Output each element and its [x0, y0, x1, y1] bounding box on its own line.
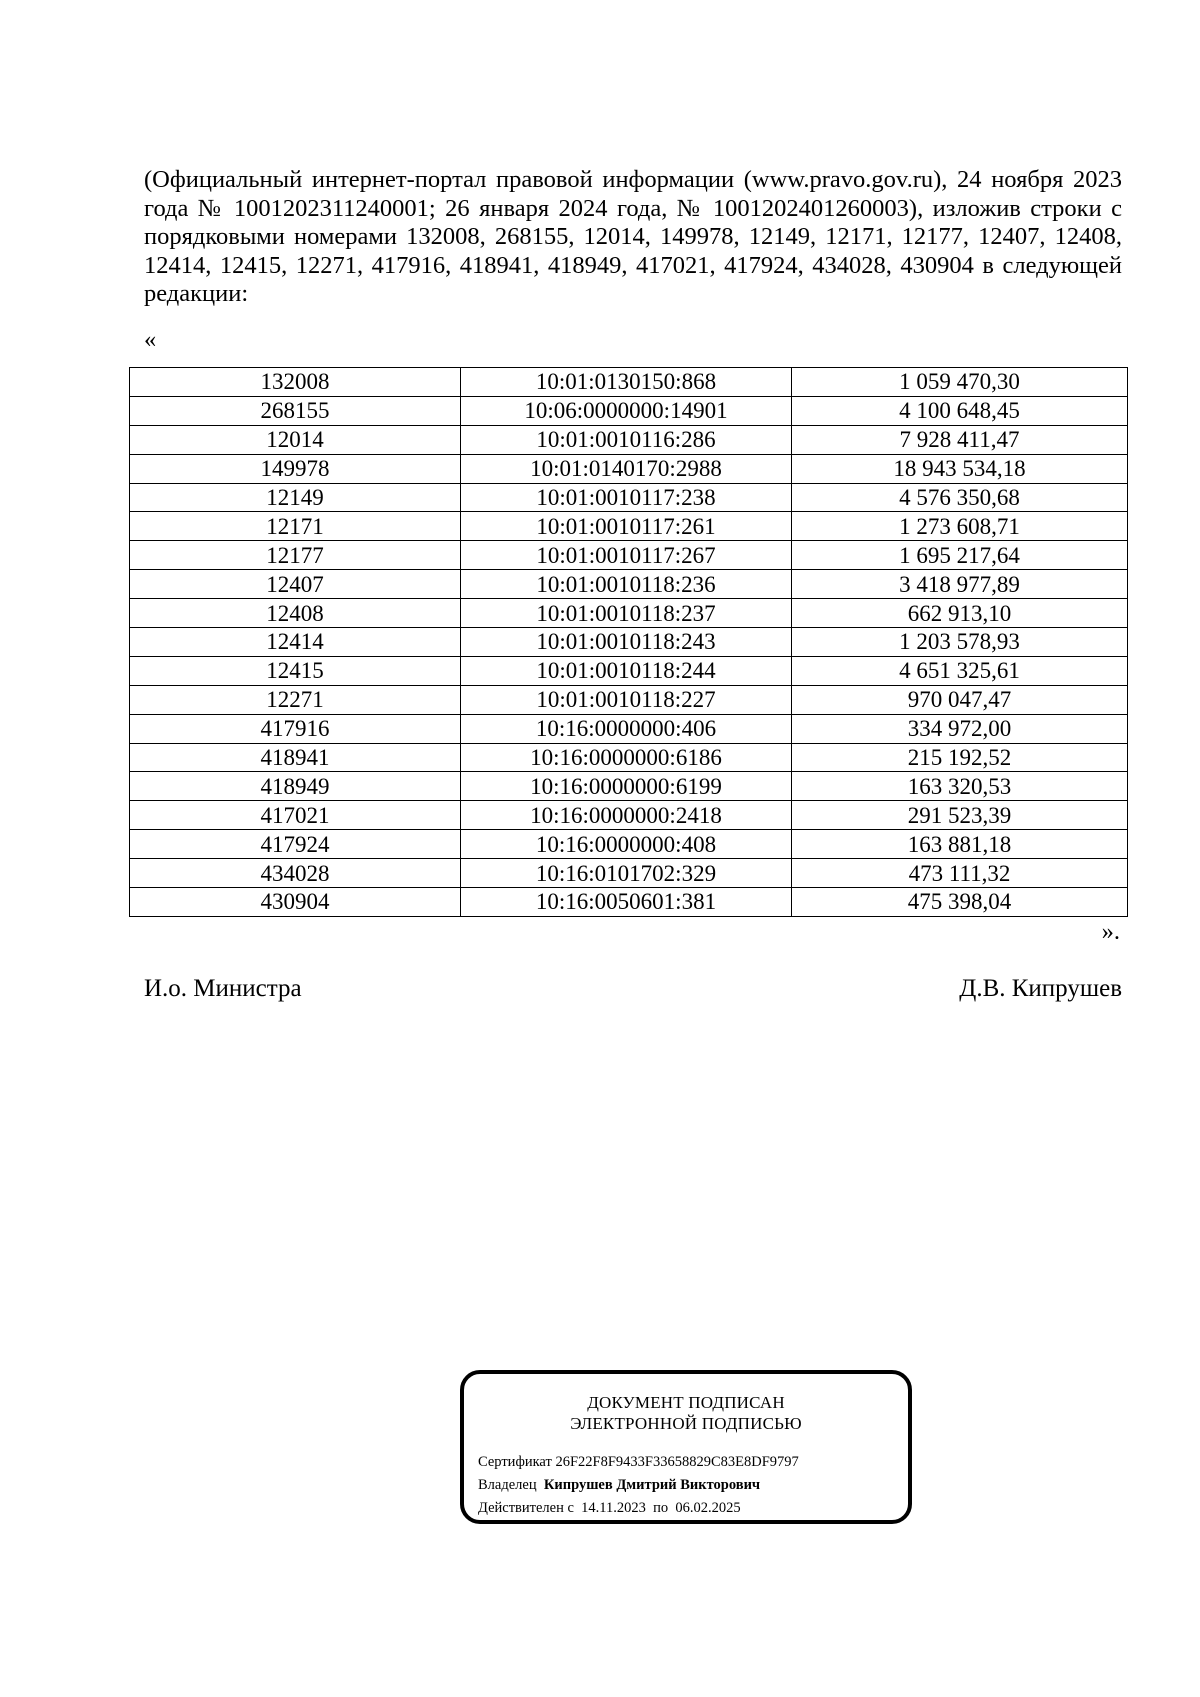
row-number-cell: 12014 [130, 425, 461, 454]
table-row [130, 714, 1128, 743]
table-row [130, 801, 1128, 830]
cadastral-value-cell: 7 928 411,47 [792, 425, 1128, 454]
table-row [130, 483, 1128, 512]
cadastral-number-cell: 10:16:0000000:6186 [461, 743, 792, 772]
stamp-owner-line [478, 1474, 908, 1497]
stamp-heading-line-2: ЭЛЕКТРОННОЙ ПОДПИСЬЮ [570, 1414, 802, 1433]
cadastral-number-cell: 10:16:0000000:2418 [461, 801, 792, 830]
stamp-heading-line-1: ДОКУМЕНТ ПОДПИСАН [587, 1393, 785, 1412]
cadastral-number-cell: 10:16:0050601:381 [461, 888, 792, 917]
row-number-cell: 417916 [130, 714, 461, 743]
stamp-details [464, 1451, 908, 1520]
cadastral-value-cell: 662 913,10 [792, 599, 1128, 628]
table-row [130, 772, 1128, 801]
cadastral-number-cell: 10:01:0010117:238 [461, 483, 792, 512]
cadastral-number-cell: 10:01:0010118:244 [461, 656, 792, 685]
cadastral-number-cell: 10:06:0000000:14901 [461, 396, 792, 425]
cadastral-value-cell: 475 398,04 [792, 888, 1128, 917]
cadastral-value-cell: 215 192,52 [792, 743, 1128, 772]
row-number-cell: 132008 [130, 368, 461, 397]
table-row [130, 888, 1128, 917]
cadastral-number-cell: 10:01:0010117:267 [461, 541, 792, 570]
cadastral-value-cell: 1 695 217,64 [792, 541, 1128, 570]
cadastral-value-cell: 163 881,18 [792, 830, 1128, 859]
row-number-cell: 12415 [130, 656, 461, 685]
row-number-cell: 12271 [130, 685, 461, 714]
stamp-valid-from-label: с [567, 1500, 574, 1516]
table-row [130, 512, 1128, 541]
stamp-valid-label: Действителен [478, 1500, 564, 1516]
stamp-certificate-value: 26F22F8F9433F33658829C83E8DF9797 [555, 1454, 799, 1470]
cadastral-number-cell: 10:01:0010117:261 [461, 512, 792, 541]
table-row [130, 454, 1128, 483]
row-number-cell: 434028 [130, 859, 461, 888]
table-row [130, 425, 1128, 454]
cadastral-value-cell: 4 100 648,45 [792, 396, 1128, 425]
stamp-valid-to-label: по [653, 1500, 669, 1516]
cadastral-value-table [129, 367, 1128, 917]
cadastral-number-cell: 10:01:0130150:868 [461, 368, 792, 397]
row-number-cell: 12177 [130, 541, 461, 570]
cadastral-number-cell: 10:01:0010118:236 [461, 570, 792, 599]
row-number-cell: 12414 [130, 628, 461, 657]
table-row [130, 743, 1128, 772]
signatory-name: Д.В. Кипрушев [959, 975, 1122, 1002]
close-quote: ». [1101, 918, 1120, 945]
intro-paragraph: (Официальный интернет-портал правовой информации (www.pravo.gov.ru), 24 ноября 2023 года № 1001202311240001; 26 января 2024 года, № 1001202401260003), изложив строки с порядковыми номерами 132008, 268155, 12014, 149978, 12149, 12171, 12177, 12407, 12408, 12414, 12415, 12271, 417916, 418941, 418949, 417021, 417924, 434028, 430904 в следующей редакции: [144, 166, 1122, 307]
cadastral-number-cell: 10:16:0101702:329 [461, 859, 792, 888]
cadastral-number-cell: 10:16:0000000:408 [461, 830, 792, 859]
row-number-cell: 12407 [130, 570, 461, 599]
table-row [130, 656, 1128, 685]
signatory-title: И.о. Министра [144, 975, 302, 1002]
cadastral-value-cell: 473 111,32 [792, 859, 1128, 888]
cadastral-value-cell: 163 320,53 [792, 772, 1128, 801]
cadastral-value-cell: 334 972,00 [792, 714, 1128, 743]
cadastral-number-cell: 10:01:0010118:243 [461, 628, 792, 657]
row-number-cell: 430904 [130, 888, 461, 917]
cadastral-value-cell: 970 047,47 [792, 685, 1128, 714]
row-number-cell: 268155 [130, 396, 461, 425]
electronic-signature-stamp [460, 1370, 912, 1524]
row-number-cell: 149978 [130, 454, 461, 483]
cadastral-number-cell: 10:16:0000000:406 [461, 714, 792, 743]
stamp-owner-label: Владелец [478, 1477, 537, 1493]
row-number-cell: 12171 [130, 512, 461, 541]
stamp-validity-line [478, 1497, 908, 1520]
cadastral-value-cell: 4 576 350,68 [792, 483, 1128, 512]
table-row [130, 570, 1128, 599]
stamp-certificate-label: Сертификат [478, 1454, 552, 1470]
cadastral-number-cell: 10:01:0010118:237 [461, 599, 792, 628]
stamp-owner-value: Кипрушев Дмитрий Викторович [543, 1477, 761, 1493]
cadastral-value-cell: 18 943 534,18 [792, 454, 1128, 483]
cadastral-value-cell: 1 203 578,93 [792, 628, 1128, 657]
stamp-certificate-line [478, 1451, 908, 1474]
open-quote: « [144, 326, 157, 353]
table-body [130, 368, 1128, 917]
table-row [130, 599, 1128, 628]
row-number-cell: 418941 [130, 743, 461, 772]
cadastral-number-cell: 10:01:0140170:2988 [461, 454, 792, 483]
stamp-heading [464, 1392, 908, 1434]
row-number-cell: 417924 [130, 830, 461, 859]
row-number-cell: 12408 [130, 599, 461, 628]
stamp-valid-from: 14.11.2023 [581, 1500, 646, 1516]
table-row [130, 396, 1128, 425]
cadastral-value-cell: 3 418 977,89 [792, 570, 1128, 599]
cadastral-number-cell: 10:01:0010116:286 [461, 425, 792, 454]
table-row [130, 830, 1128, 859]
cadastral-value-cell: 4 651 325,61 [792, 656, 1128, 685]
row-number-cell: 417021 [130, 801, 461, 830]
table-row [130, 628, 1128, 657]
cadastral-value-cell: 1 273 608,71 [792, 512, 1128, 541]
table-row [130, 541, 1128, 570]
cadastral-number-cell: 10:16:0000000:6199 [461, 772, 792, 801]
row-number-cell: 418949 [130, 772, 461, 801]
stamp-valid-to: 06.02.2025 [675, 1500, 741, 1516]
cadastral-number-cell: 10:01:0010118:227 [461, 685, 792, 714]
row-number-cell: 12149 [130, 483, 461, 512]
table-row [130, 685, 1128, 714]
cadastral-value-cell: 291 523,39 [792, 801, 1128, 830]
cadastral-value-cell: 1 059 470,30 [792, 368, 1128, 397]
table-row [130, 859, 1128, 888]
table-row [130, 368, 1128, 397]
